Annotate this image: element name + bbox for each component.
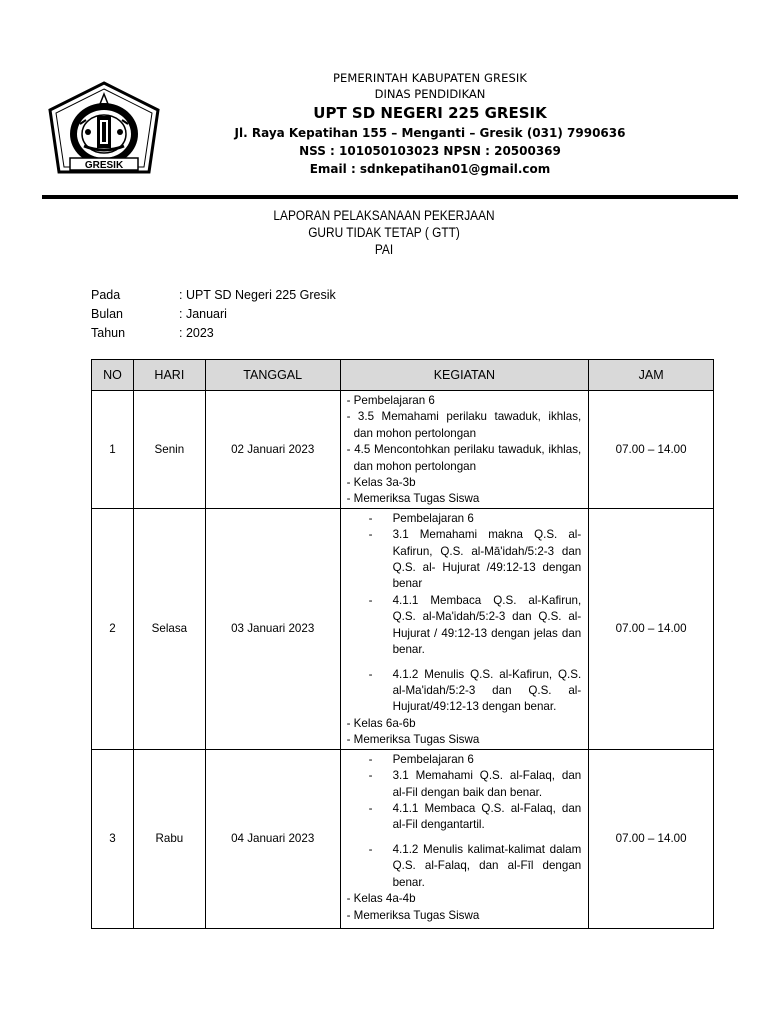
- title-line-1: LAPORAN PELAKSANAAN PEKERJAAN: [273, 208, 495, 223]
- cell-no: 2: [92, 508, 134, 749]
- meta-row: [91, 324, 336, 343]
- header-no: NO: [92, 360, 134, 391]
- header-department: DINAS PENDIDIKAN: [374, 87, 486, 101]
- cell-jam: 07.00 – 14.00: [589, 508, 714, 749]
- table-row: [92, 391, 714, 509]
- table-header-row: [92, 360, 714, 391]
- kegiatan-item: - 4.5 Mencontohkan perilaku tawaduk, ikhlas, dan mohon pertolongan: [346, 443, 582, 473]
- kegiatan-subitem: - 4.1.1 Membaca Q.S. al-Kafirun, Q.S. al-Ma'idah/5:2-3 dan Q.S. al-Hujurat / 49:12-13 dengan jelas dan benar.: [368, 593, 582, 657]
- meta-key: Bulan: [91, 307, 123, 321]
- cell-kegiatan: [340, 508, 589, 749]
- header-email: Email : sdnkepatihan01@gmail.com: [309, 162, 551, 176]
- header-jam: JAM: [589, 360, 714, 391]
- cell-jam: 07.00 – 14.00: [589, 749, 714, 928]
- cell-hari: Rabu: [133, 749, 205, 928]
- header-hari: HARI: [133, 360, 205, 391]
- table-row: [92, 749, 714, 928]
- meta-row: [91, 305, 336, 324]
- cell-kegiatan: [340, 391, 589, 509]
- cell-no: 3: [92, 749, 134, 928]
- meta-row: [91, 286, 336, 305]
- kegiatan-subitem: - Pembelajaran 6: [368, 752, 474, 766]
- kegiatan-subitem: - 4.1.2 Menulis kalimat-kalimat dalam Q.S. al-Falaq, dan al-Fīl dengan benar.: [368, 842, 582, 889]
- header-tanggal: TANGGAL: [205, 360, 340, 391]
- kegiatan-subitem: - Pembelajaran 6: [368, 511, 474, 525]
- cell-hari: Senin: [133, 391, 205, 509]
- cell-no: 1: [92, 391, 134, 509]
- kegiatan-item: - Kelas 4a-4b: [346, 892, 416, 906]
- meta-value: : 2023: [179, 326, 214, 340]
- report-title: [208, 207, 560, 258]
- activity-table: [91, 359, 714, 929]
- cell-hari: Selasa: [133, 508, 205, 749]
- meta-value: : Januari: [179, 307, 227, 321]
- meta-key: Tahun: [91, 326, 126, 340]
- meta-key: Pada: [91, 288, 121, 302]
- title-line-3: PAI: [374, 242, 394, 257]
- kegiatan-item: - Memeriksa Tugas Siswa: [346, 492, 480, 506]
- header-government: PEMERINTAH KABUPATEN GRESIK: [332, 71, 527, 85]
- title-line-2: GURU TIDAK TETAP ( GTT): [308, 225, 460, 240]
- header-nss-npsn: NSS : 101050103023 NPSN : 20500369: [299, 144, 561, 158]
- gresik-emblem-logo: [46, 80, 162, 182]
- letterhead-divider: [42, 195, 738, 199]
- logo-text: GRESIK: [84, 160, 124, 171]
- cell-kegiatan: [340, 749, 589, 928]
- kegiatan-item: - Memeriksa Tugas Siswa: [346, 733, 480, 747]
- letterhead: [230, 70, 630, 178]
- kegiatan-subitem: - 3.1 Memahami Q.S. al-Falaq, dan al-Fil dengan baik dan benar.: [368, 769, 582, 799]
- kegiatan-item: - Pembelajaran 6: [346, 394, 435, 407]
- kegiatan-subitem: - 4.1.1 Membaca Q.S. al-Falaq, dan al-Fil dengantartil.: [368, 802, 582, 832]
- kegiatan-subitem: - 3.1 Memahami makna Q.S. al-Kafirun, Q.S. al-Mā'idah/5:2-3 dan Q.S. al- Hujurat /49:12-13 dengan benar: [368, 528, 582, 591]
- kegiatan-item: - Kelas 6a-6b: [346, 716, 416, 730]
- cell-jam: 07.00 – 14.00: [589, 391, 714, 509]
- kegiatan-item: - 3.5 Memahami perilaku tawaduk, ikhlas, dan mohon pertolongan: [346, 410, 582, 440]
- meta-value: : UPT SD Negeri 225 Gresik: [179, 288, 336, 302]
- kegiatan-subitem: - 4.1.2 Menulis Q.S. al-Kafirun, Q.S. al-Ma'idah/5:2-3 dan Q.S. al-Hujurat/49:12-13 dengan benar.: [368, 667, 582, 714]
- table-row: [92, 508, 714, 749]
- cell-tanggal: 02 Januari 2023: [205, 391, 340, 509]
- header-address: Jl. Raya Kepatihan 155 – Menganti – Gresik (031) 7990636: [234, 126, 626, 140]
- report-meta: [91, 286, 336, 343]
- kegiatan-item: - Kelas 3a-3b: [346, 476, 416, 490]
- cell-tanggal: 03 Januari 2023: [205, 508, 340, 749]
- header-school-name: UPT SD NEGERI 225 GRESIK: [313, 104, 547, 122]
- header-kegiatan: KEGIATAN: [340, 360, 589, 391]
- cell-tanggal: 04 Januari 2023: [205, 749, 340, 928]
- kegiatan-item: - Memeriksa Tugas Siswa: [346, 908, 480, 922]
